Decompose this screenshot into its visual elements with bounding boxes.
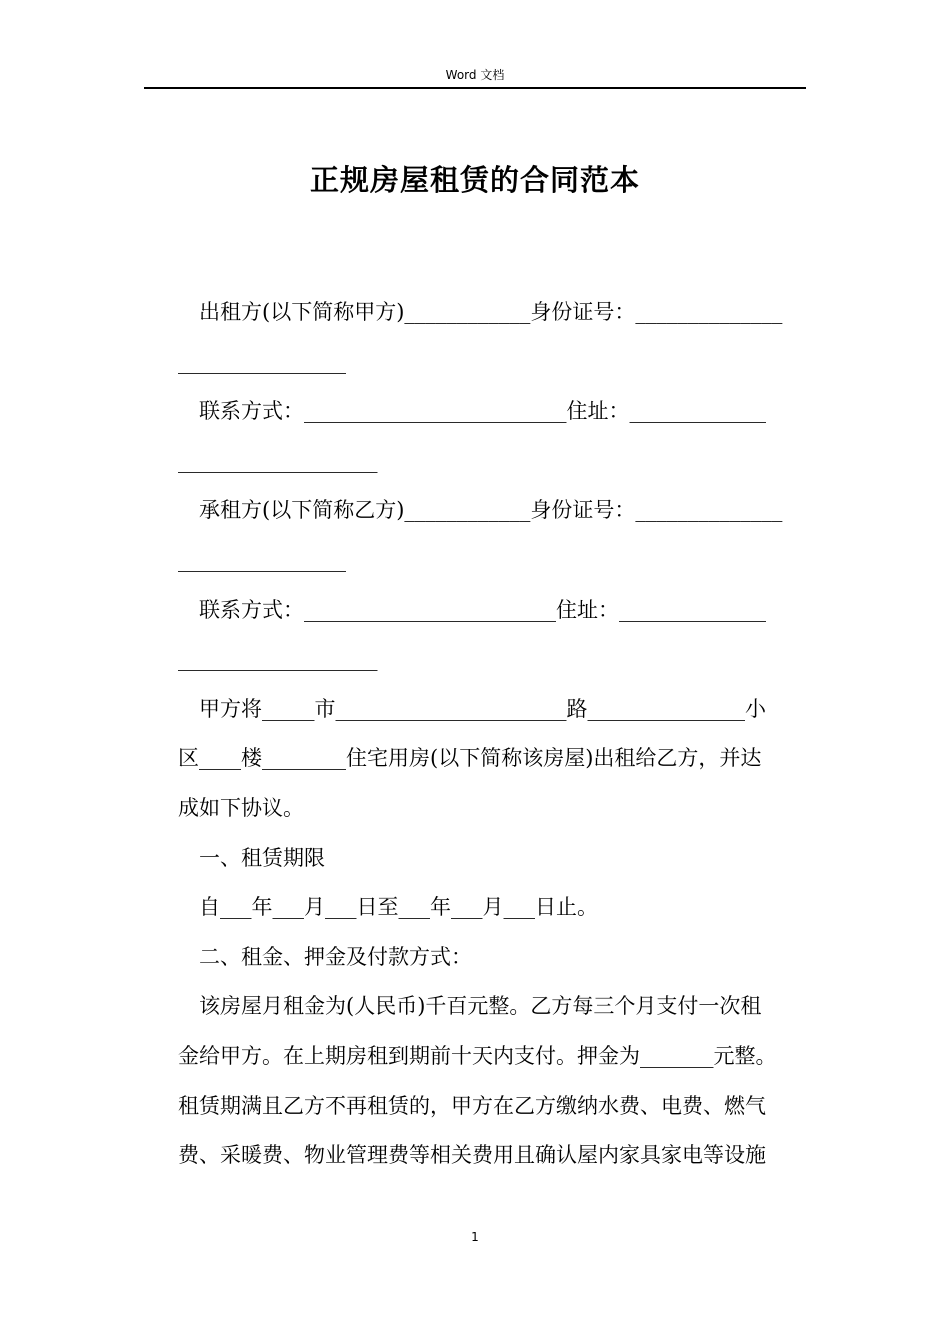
property-line-end: 成如下协议。: [178, 795, 304, 820]
rent-paragraph-line: 租赁期满且乙方不再租赁的，甲方在乙方缴纳水费、电费、燃气: [178, 1093, 766, 1118]
property-line: 甲方将_____市______________________路_______________小: [199, 696, 766, 721]
lessee-line-continued: ________________: [178, 547, 346, 572]
lessor-line: 出租方(以下简称甲方)____________身份证号：______________: [199, 300, 783, 324]
section-heading-rent: 二、租金、押金及付款方式：: [199, 944, 472, 969]
page-header-text: Word 文档: [445, 68, 505, 82]
lessee-contact-line: 联系方式：________________________住址：______________: [199, 597, 766, 622]
document-title: 正规房屋租赁的合同范本: [309, 163, 640, 197]
rent-paragraph-line: 费、采暖费、物业管理费等相关费用且确认屋内家具家电等设施: [178, 1143, 766, 1168]
lessee-line: 承租方(以下简称乙方)____________身份证号：______________: [199, 498, 783, 523]
lessee-contact-line-continued: ___________________: [178, 647, 378, 672]
rent-paragraph-line: 该房屋月租金为(人民币)千百元整。乙方每三个月支付一次租: [199, 994, 762, 1019]
document-body: [178, 288, 806, 1181]
section-heading-term: 一、租赁期限: [199, 845, 325, 870]
rent-paragraph-line: 金给甲方。在上期房租到期前十天内支付。押金为_______元整。: [178, 1043, 777, 1068]
lessor-contact-line: 联系方式：_________________________住址：_____________: [199, 399, 766, 424]
header-divider: [144, 87, 806, 89]
lessor-line-continued: ________________: [178, 349, 346, 374]
lessor-contact-line-continued: ___________________: [178, 448, 378, 473]
term-dates-line: 自___年___月___日至___年___月___日止。: [199, 895, 598, 920]
page-number: 1: [471, 1230, 479, 1244]
property-line-continued: 区____楼________住宅用房(以下简称该房屋)出租给乙方，并达: [178, 746, 762, 771]
